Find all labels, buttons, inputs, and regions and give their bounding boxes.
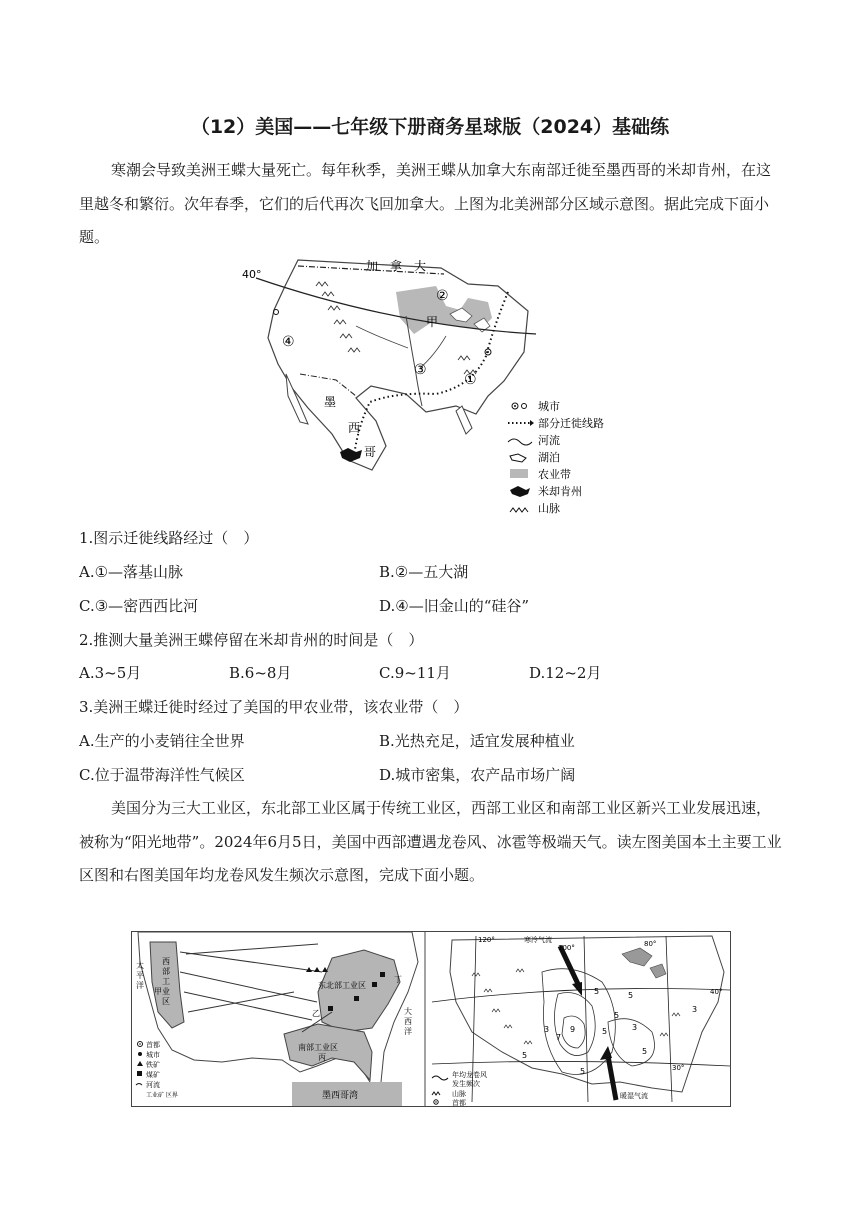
contour-9: 9 xyxy=(570,1025,576,1034)
question-1-stem: 1.图示迁徙线路经过（ ） xyxy=(79,529,259,547)
contour-5a: 5 xyxy=(594,987,600,996)
q3-option-c[interactable]: C.位于温带海洋性气候区 xyxy=(79,766,245,784)
tornado-legend-1: 年均龙卷风 xyxy=(452,1071,487,1079)
ding-label: 丁 xyxy=(394,975,402,984)
legend-city: 城市 xyxy=(538,400,560,413)
q2-option-b[interactable]: B.6~8月 xyxy=(229,664,292,682)
lat-30-label: 30° xyxy=(672,1064,685,1072)
legend-mountain: 山脉 xyxy=(538,502,560,515)
tornado-legend-capital: 首都 xyxy=(452,1099,466,1106)
contour-5f: 5 xyxy=(580,1067,586,1076)
atlantic-char-3: 洋 xyxy=(404,1027,412,1036)
legend-river: 河流 xyxy=(538,434,560,447)
q1-option-a[interactable]: A.①—落基山脉 xyxy=(79,563,184,581)
map1-mexico-char-2: 西 xyxy=(348,421,361,435)
map1-marker-3: ③ xyxy=(414,362,427,378)
q2-option-d[interactable]: D.12~2月 xyxy=(529,664,602,682)
legend-route: 部分迁徙线路 xyxy=(538,417,604,430)
west-char-2: 部 xyxy=(162,967,170,976)
contour-3c: 3 xyxy=(692,1005,698,1014)
yi-label: 乙 xyxy=(312,1009,320,1018)
contour-5g: 5 xyxy=(522,1051,528,1060)
north-america-map xyxy=(236,256,626,520)
contour-5b: 5 xyxy=(602,1027,608,1036)
ind-legend-coal: 煤矿 xyxy=(146,1071,160,1079)
west-char-3: 工 xyxy=(162,977,170,986)
tornado-legend-2: 发生频次 xyxy=(452,1080,480,1088)
q2-option-a[interactable]: A.3~5月 xyxy=(79,664,142,682)
gulf-label: 墨西哥湾 xyxy=(322,1091,359,1101)
contour-7: 7 xyxy=(556,1033,562,1042)
us-maps-figure xyxy=(131,931,731,1107)
page-title: （12）美国——七年级下册商务星球版（2024）基础练 xyxy=(190,116,670,138)
bing-label: 丙 xyxy=(318,1053,326,1062)
legend-agri: 农业带 xyxy=(538,468,571,481)
west-char-5: 区 xyxy=(162,997,170,1006)
map1-marker-4: ④ xyxy=(282,334,295,350)
map1-mexico-char-1: 墨 xyxy=(324,395,337,409)
west-char-1: 西 xyxy=(162,957,170,966)
south-label: 南部工业区 xyxy=(298,1043,338,1052)
ind-legend-iron: 铁矿 xyxy=(146,1061,160,1069)
lon-80-label: 80° xyxy=(644,940,657,948)
jia-label: 甲 xyxy=(154,987,162,996)
contour-3: 3 xyxy=(544,1025,550,1034)
tornado-legend-mountain: 山脉 xyxy=(452,1090,466,1098)
map1-canada-label: 加 拿 大 xyxy=(366,259,427,273)
contour-5e: 5 xyxy=(642,1047,648,1056)
warm-air-label: 暖湿气流 xyxy=(620,1092,648,1100)
question-2-stem: 2.推测大量美洲王蝶停留在米却肯州的时间是（ ） xyxy=(79,631,424,649)
q3-option-d[interactable]: D.城市密集，农产品市场广阔 xyxy=(379,766,576,784)
ind-legend-border: 工业矿 区界 xyxy=(146,1092,178,1099)
map1-legend xyxy=(508,400,604,515)
pacific-char-2: 平 xyxy=(136,971,144,980)
map1-jia-label: 甲 xyxy=(426,315,439,329)
q3-option-a[interactable]: A.生产的小麦销往全世界 xyxy=(79,732,245,750)
atlantic-char-2: 西 xyxy=(404,1017,412,1026)
lon-120-label: 120° xyxy=(478,936,495,944)
contour-5c: 5 xyxy=(614,1011,620,1020)
q1-option-c[interactable]: C.③—密西西比河 xyxy=(79,597,199,615)
q1-option-b[interactable]: B.②—五大湖 xyxy=(379,563,469,581)
map1-marker-1: ① xyxy=(464,372,477,388)
ind-legend-capital: 首都 xyxy=(146,1041,160,1049)
northeast-label: 东北部工业区 xyxy=(318,981,366,990)
pacific-char-3: 洋 xyxy=(136,981,144,990)
map1-marker-2: ② xyxy=(436,288,449,304)
pacific-char-1: 太 xyxy=(136,961,144,970)
lon-100-label: 100° xyxy=(558,944,575,952)
ind-legend-river: 河流 xyxy=(146,1081,160,1089)
map1-mexico-char-3: 哥 xyxy=(364,445,377,459)
contour-3b: 3 xyxy=(632,1023,638,1032)
q2-option-c[interactable]: C.9~11月 xyxy=(379,664,451,682)
question-3-stem: 3.美洲王蝶迁徙时经过了美国的甲农业带，该农业带（ ） xyxy=(79,698,469,716)
atlantic-char-1: 大 xyxy=(404,1007,412,1016)
contour-5d: 5 xyxy=(628,991,634,1000)
passage-2: 美国分为三大工业区，东北部工业区属于传统工业区，西部工业区和南部工业区新兴工业发展迅速，被称为“阳光地带”。2024年6月5日，美国中西部遭遇龙卷风、冰雹等极端天气。读左图美国本土主要工业区图和右图美国年均龙卷风发生频次示意图，完成下面小题。 xyxy=(79,799,782,884)
ind-legend-city: 城市 xyxy=(146,1051,160,1059)
q1-option-d[interactable]: D.④—旧金山的“硅谷” xyxy=(379,597,530,615)
cold-air-label: 寒冷气流 xyxy=(524,936,552,944)
legend-lake: 湖泊 xyxy=(538,451,560,464)
us-maps-svg xyxy=(132,932,730,1106)
map1-lat-label: 40° xyxy=(242,268,262,281)
west-char-4: 业 xyxy=(162,987,170,996)
passage-1: 寒潮会导致美洲王蝶大量死亡。每年秋季，美洲王蝶从加拿大东南部迁徙至墨西哥的米却肯州，在这里越冬和繁衍。次年春季，它们的后代再次飞回加拿大。上图为北美洲部分区域示意图。据此完成下面小题。 xyxy=(79,161,772,246)
industrial-zones-map xyxy=(132,932,424,1106)
q3-option-b[interactable]: B.光热充足，适宜发展种植业 xyxy=(379,732,575,750)
tornado-frequency-map xyxy=(432,935,730,1106)
lat-40-label: 40° xyxy=(710,988,723,996)
legend-michoacan: 米却肯州 xyxy=(538,485,582,498)
tornado-legend xyxy=(432,1070,487,1106)
